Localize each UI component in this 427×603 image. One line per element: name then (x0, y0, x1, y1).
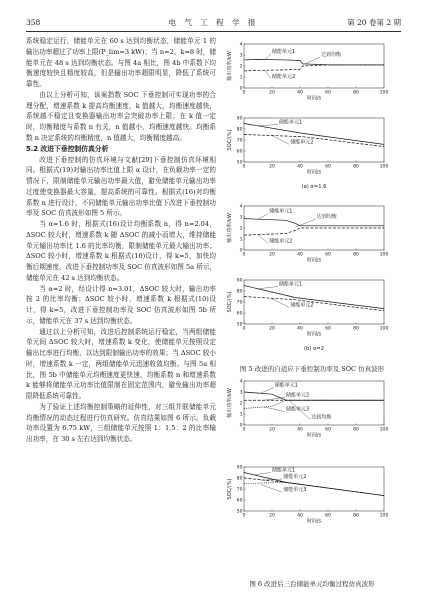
x-tick-label: 100 (379, 252, 389, 258)
y-tick-label: 0 (239, 86, 243, 92)
y-tick-label: 90 (236, 465, 243, 471)
leader-line (258, 235, 268, 244)
x-tick-label: 80 (353, 326, 359, 332)
page-number: 358 (26, 18, 41, 27)
series-line (244, 135, 384, 147)
header-divider (26, 31, 401, 32)
y-tick-label: 80 (236, 289, 243, 295)
y-tick-label: 1 (239, 75, 243, 81)
y-tick-label: 3 (239, 390, 243, 396)
paragraph: 为了验证上述均衡控制策略的延伸性，对三组并联储能单元均衡情况的动态过程进行仿真研究。仿真结果如图 6 所示。负载功率设置为 6.75 kW，三组储能单元按照 1：1.5：2 的比率输出功率，在 30 s 左右达到均衡状态。 (26, 402, 216, 443)
leader-line (264, 407, 285, 412)
figure-canvas (222, 36, 402, 596)
leader-line (255, 472, 271, 474)
x-tick-label: 100 (379, 164, 389, 170)
subfigure-label: (b) α=2 (303, 346, 325, 352)
x-tick-label: 20 (269, 513, 275, 519)
figure5-caption: 图 5 改进的自适应下垂控制功率及 SOC 仿真波形 (239, 365, 385, 373)
y-tick-label: 90 (236, 116, 243, 122)
series-line (244, 124, 384, 145)
series-line (244, 473, 384, 496)
x-tick-label: 80 (353, 164, 359, 170)
x-tick-label: 40 (297, 164, 303, 170)
y-axis-label: 输出功率/kW (227, 388, 233, 418)
x-tick-label: 20 (269, 164, 275, 170)
y-axis-label: SOC/(%) (227, 478, 233, 500)
leader-line (261, 485, 282, 493)
series-label: 储能单元1 (272, 48, 296, 55)
x-tick-label: 0 (242, 252, 246, 258)
x-tick-label: 60 (325, 427, 331, 433)
x-tick-label: 80 (353, 427, 359, 433)
y-tick-label: 70 (236, 300, 243, 306)
x-tick-label: 60 (325, 90, 331, 96)
series-label: 储能单元1 (269, 208, 293, 215)
x-tick-label: 100 (379, 90, 389, 96)
y-axis-label: 输出功率/kW (227, 51, 233, 81)
x-axis-label: 时间/s (306, 257, 322, 264)
series-label: 达到均衡 (321, 52, 342, 59)
y-tick-label: 60 (236, 498, 243, 504)
series-label: 储能单元2 (283, 474, 307, 480)
x-tick-label: 40 (297, 513, 303, 519)
x-tick-label: 0 (242, 427, 246, 433)
paragraph: 系统稳定运行，储能单元在 60 s 达到均衡状态，储能单元 1 的输出功率超过了功率上限(P_lim=3 kW)；当 n=2、k=8 时，储能单元在 48 s 达到均衡状态。与图 4a 相比，图 4b 中系数下均衡速度较快且精度较高，但是输出功率超限明显，降低了系统可靠性。 (26, 37, 216, 88)
series-label: 储能单元3 (286, 406, 310, 413)
series-line (244, 59, 384, 65)
leader-line (258, 125, 278, 126)
y-tick-label: 2 (239, 226, 243, 232)
plot-frame (244, 467, 384, 511)
x-tick-label: 100 (379, 326, 389, 332)
x-tick-label: 20 (269, 252, 275, 258)
series-line (244, 392, 384, 400)
y-axis-label: SOC/(%) (227, 129, 233, 151)
series-label: 储能单元2 (290, 139, 314, 146)
x-tick-label: 80 (353, 90, 359, 96)
y-tick-label: 3 (239, 53, 243, 59)
y-tick-label: 70 (236, 487, 243, 493)
x-tick-label: 40 (297, 326, 303, 332)
journal-title: 电 气 工 程 学 报 (168, 18, 259, 27)
paragraph: 通过以上分析可知，改进后控制系统运行稳定，当两组储能单元间 ΔSOC 较大时，增速系数 k 变化，使储能单元按照设定输出比率进行均衡，以达到限制输出功率的效果；当 ΔSOC 较小时，增速系数 k 一定，两组储能单元迅速收敛均衡。与图 5a 相比，图 5b 中储能单元均衡速度更快速，均衡系数 n 和增速系数 k 能够将储能单元功率比值限制在固定范围内，避免输出功率超限降低系统可靠性。 (26, 327, 216, 400)
x-tick-label: 40 (297, 252, 303, 258)
y-tick-label: 0 (239, 423, 243, 429)
x-tick-label: 100 (379, 513, 389, 519)
y-tick-label: 0 (239, 248, 243, 254)
x-tick-label: 60 (325, 513, 331, 519)
x-axis-label: 时间/s (306, 518, 322, 525)
x-tick-label: 0 (242, 90, 246, 96)
series-label: 达到均衡 (316, 214, 337, 221)
y-tick-label: 50 (236, 322, 243, 328)
x-tick-label: 100 (379, 427, 389, 433)
series-label: 达到均衡 (311, 414, 332, 421)
series-label: 储能单元3 (283, 487, 307, 494)
y-tick-label: 70 (236, 138, 243, 144)
leader-line (258, 214, 268, 220)
paragraph: 当 α=2 时，经设计得 n=3.01，ΔSOC 较大时，输出功率按 2 的比率均衡；ΔSOC 较小时，增速系数 k 根据式(10)设计，得 k=5，改进下垂控制功率及 SOC 仿真波形如图 5b 所示，储能单元在 37 s 达到均衡状态。 (26, 284, 216, 325)
x-tick-label: 20 (269, 90, 275, 96)
y-tick-label: 60 (236, 311, 243, 317)
x-tick-label: 20 (269, 326, 275, 332)
x-tick-label: 40 (297, 90, 303, 96)
y-tick-label: 80 (236, 476, 243, 482)
x-tick-label: 40 (297, 427, 303, 433)
series-label: 储能单元2 (272, 74, 296, 81)
leader-line (265, 70, 271, 79)
leader-line (261, 388, 274, 394)
series-line (244, 65, 384, 71)
x-tick-label: 0 (242, 513, 246, 519)
y-tick-label: 4 (239, 42, 243, 48)
x-tick-label: 0 (242, 164, 246, 170)
series-line (244, 482, 384, 495)
series-label: 储能单元1 (279, 119, 303, 126)
series-line (244, 286, 384, 309)
paragraph: 由以上分析可知，该案指数 SOC 下垂控制可实现功率的合理分配，增速系数 k 提高均衡速度，k 值越大，均衡速度越快，系统越不稳定且变换器输出功率会突破功率上限；在 k 值一定时，均衡精度与系数 n 有关，n 值越小，均衡速度越快。均衡系数 n 决定系统的均衡精度，n 值越大，均衡精度越高。 (26, 90, 216, 142)
section-heading: 5.2 改进下垂控制仿真分析 (26, 144, 109, 153)
series-label: 储能单元2 (290, 302, 314, 309)
y-tick-label: 60 (236, 149, 243, 155)
x-axis-label: 时间/s (306, 169, 322, 176)
plot-frame (244, 206, 384, 250)
subfigure-label: (a) α=1.6 (301, 184, 327, 190)
y-tick-label: 2 (239, 401, 243, 407)
x-axis-label: 时间/s (306, 432, 322, 439)
series-label: 储能单元2 (269, 238, 293, 245)
y-tick-label: 2 (239, 64, 243, 70)
paragraph: 当 α=1.6 时，根据式(16)设计均衡系数 n，得 n=2.04，ΔSOC 较大时，增速系数 k 随 ΔSOC 的减小而增大，维持储能单元输出功率比 1.6 的比率均衡，限制储能单元最大输出功率；ΔSOC 较小时，增速系数 k 根据式(10)设计，得 k=5，加快均衡后期速度，改进下垂控制功率及 SOC 仿真波形如图 5a 所示，储能单元在 42 s 达到均衡状态。 (26, 220, 216, 282)
volume-issue: 第 20 卷第 2 期 (347, 18, 401, 27)
leader-line (272, 136, 289, 145)
page-header (26, 17, 401, 29)
y-axis-label: SOC/(%) (227, 291, 233, 313)
leader-line (303, 57, 320, 65)
series-line (244, 297, 384, 311)
series-line (244, 228, 384, 235)
x-axis-label: 时间/s (306, 95, 322, 102)
y-axis-label: 输出功率/kW (227, 213, 233, 243)
y-tick-label: 50 (236, 509, 243, 515)
x-tick-label: 60 (325, 164, 331, 170)
x-tick-label: 0 (242, 326, 246, 332)
left-text-column (26, 36, 216, 445)
plot-frame (244, 44, 384, 88)
x-tick-label: 60 (325, 326, 331, 332)
x-tick-label: 80 (353, 513, 359, 519)
series-label: 储能单元1 (274, 382, 298, 389)
plot-frame (244, 118, 384, 162)
series-label: 储能单元1 (272, 467, 296, 474)
figure6-caption: 图 6 改进后三台储能单元均衡过程仿真波形 (249, 580, 375, 588)
y-tick-label: 50 (236, 160, 243, 166)
y-tick-label: 1 (239, 412, 243, 418)
leader-line (265, 54, 271, 60)
y-tick-label: 80 (236, 127, 243, 133)
y-tick-label: 1 (239, 237, 243, 243)
series-label: 储能单元2 (286, 392, 310, 399)
y-tick-label: 90 (236, 278, 243, 284)
leader-line (272, 299, 289, 308)
x-tick-label: 80 (353, 252, 359, 258)
paragraph: 改进下垂控制的仿真环境与文献[29]下垂控制仿真环境相同。根据式(19)对输出功率比值上限 α 设计，在负载功率一定的情况下，限制储能单元输出功率最大值，避免储能单元输出功率过度使变换器最大容量，提高系统的可靠性。根据式(16)对均衡系数 n 进行设计，不同储能单元输出功率比值下改进下垂控制功率及 SOC 仿真波形如图 5 所示。 (26, 155, 216, 218)
series-label: 储能单元1 (279, 281, 303, 288)
y-tick-label: 4 (239, 379, 243, 385)
right-figure-column (222, 36, 402, 596)
x-axis-label: 时间/s (306, 331, 322, 338)
y-tick-label: 3 (239, 215, 243, 221)
x-tick-label: 20 (269, 427, 275, 433)
x-tick-label: 60 (325, 252, 331, 258)
y-tick-label: 4 (239, 204, 243, 210)
leader-line (264, 397, 285, 400)
leader-line (258, 287, 278, 289)
